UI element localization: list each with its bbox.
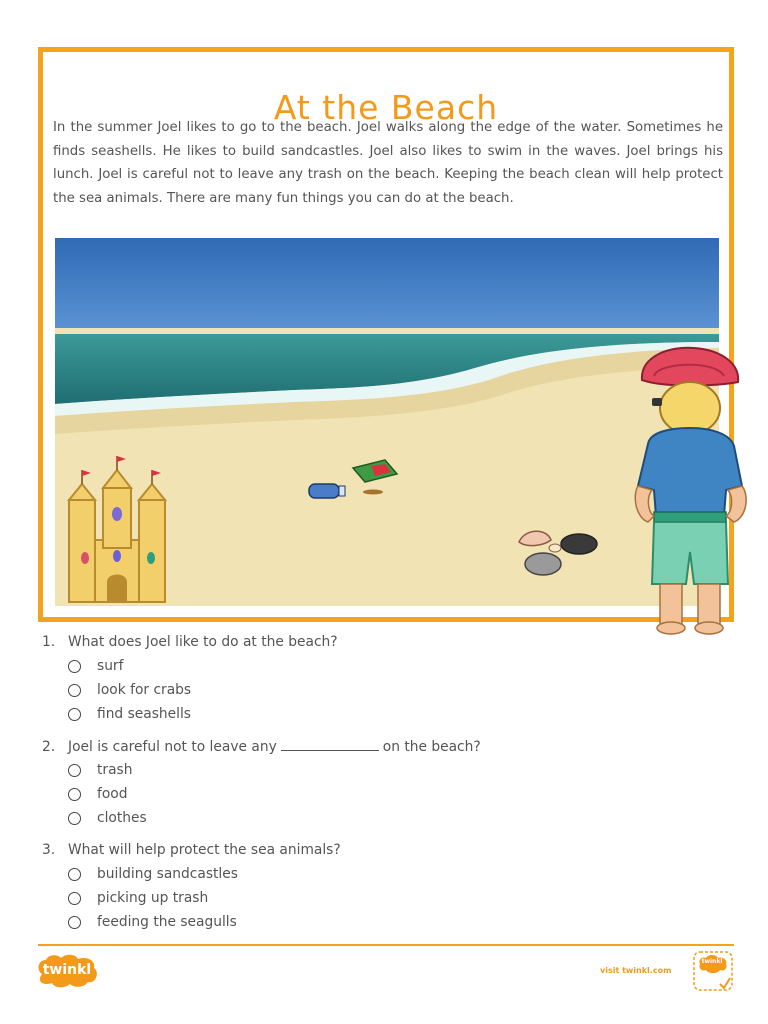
question-list [42,632,722,934]
footer-divider [38,944,734,946]
question-prompt: What does Joel like to do at the beach? [68,634,338,650]
beach-illustration [55,238,719,606]
option-label: look for crabs [97,682,192,698]
answer-option[interactable] [42,654,722,678]
radio-circle-icon[interactable] [68,892,81,905]
option-label: find seashells [97,706,191,722]
question-number: 1. [42,634,56,650]
answer-option[interactable] [42,886,722,910]
option-label: building sandcastles [97,866,238,882]
fill-in-blank[interactable] [281,736,379,751]
radio-circle-icon[interactable] [68,788,81,801]
quality-badge [692,950,736,994]
sky [55,238,719,338]
answer-option[interactable] [42,910,722,934]
radio-circle-icon[interactable] [68,812,81,825]
answer-option[interactable] [42,806,722,830]
radio-circle-icon[interactable] [68,916,81,929]
page-title: At the Beach [273,88,499,128]
bottle-trash [309,484,345,498]
option-label: clothes [97,810,147,826]
question-prompt: What will help protect the sea animals? [68,842,341,858]
radio-circle-icon[interactable] [68,708,81,721]
answer-option[interactable] [42,782,722,806]
question-2-text [42,736,722,758]
option-label: surf [97,658,124,674]
question-number: 3. [42,842,56,858]
question-2 [42,736,722,830]
option-label: picking up trash [97,890,209,906]
question-3 [42,840,722,934]
answer-option[interactable] [42,702,722,726]
twinkl-logo[interactable] [34,954,100,990]
answer-option[interactable] [42,758,722,782]
badge-text: twinkl [701,958,723,965]
boy-illustration [630,346,750,636]
question-1-text [42,632,722,654]
question-prompt-before: Joel is careful not to leave any [68,739,277,755]
answer-option[interactable] [42,678,722,702]
radio-circle-icon[interactable] [68,660,81,673]
option-label: feeding the seagulls [97,914,237,930]
radio-circle-icon[interactable] [68,684,81,697]
option-label: trash [97,762,133,778]
question-3-text [42,840,722,862]
visit-link[interactable]: visit twinkl.com [600,966,672,975]
logo-text: twinkl [42,962,92,978]
option-label: food [97,786,128,802]
question-1 [42,632,722,726]
radio-circle-icon[interactable] [68,868,81,881]
answer-option[interactable] [42,862,722,886]
radio-circle-icon[interactable] [68,764,81,777]
question-number: 2. [42,739,56,755]
question-prompt-after: on the beach? [382,739,481,755]
story-paragraph: In the summer Joel likes to go to the beach. Joel walks along the edge of the water. Sometimes he finds seashells. He likes to build sandcastles. Joel also likes to swim in the waves. Joel brings his lunch. Joel is careful not to leave any trash on the beach. Keeping the beach clean will help protect the sea animals. There are many fun things you can do at the beach. [53,120,723,206]
